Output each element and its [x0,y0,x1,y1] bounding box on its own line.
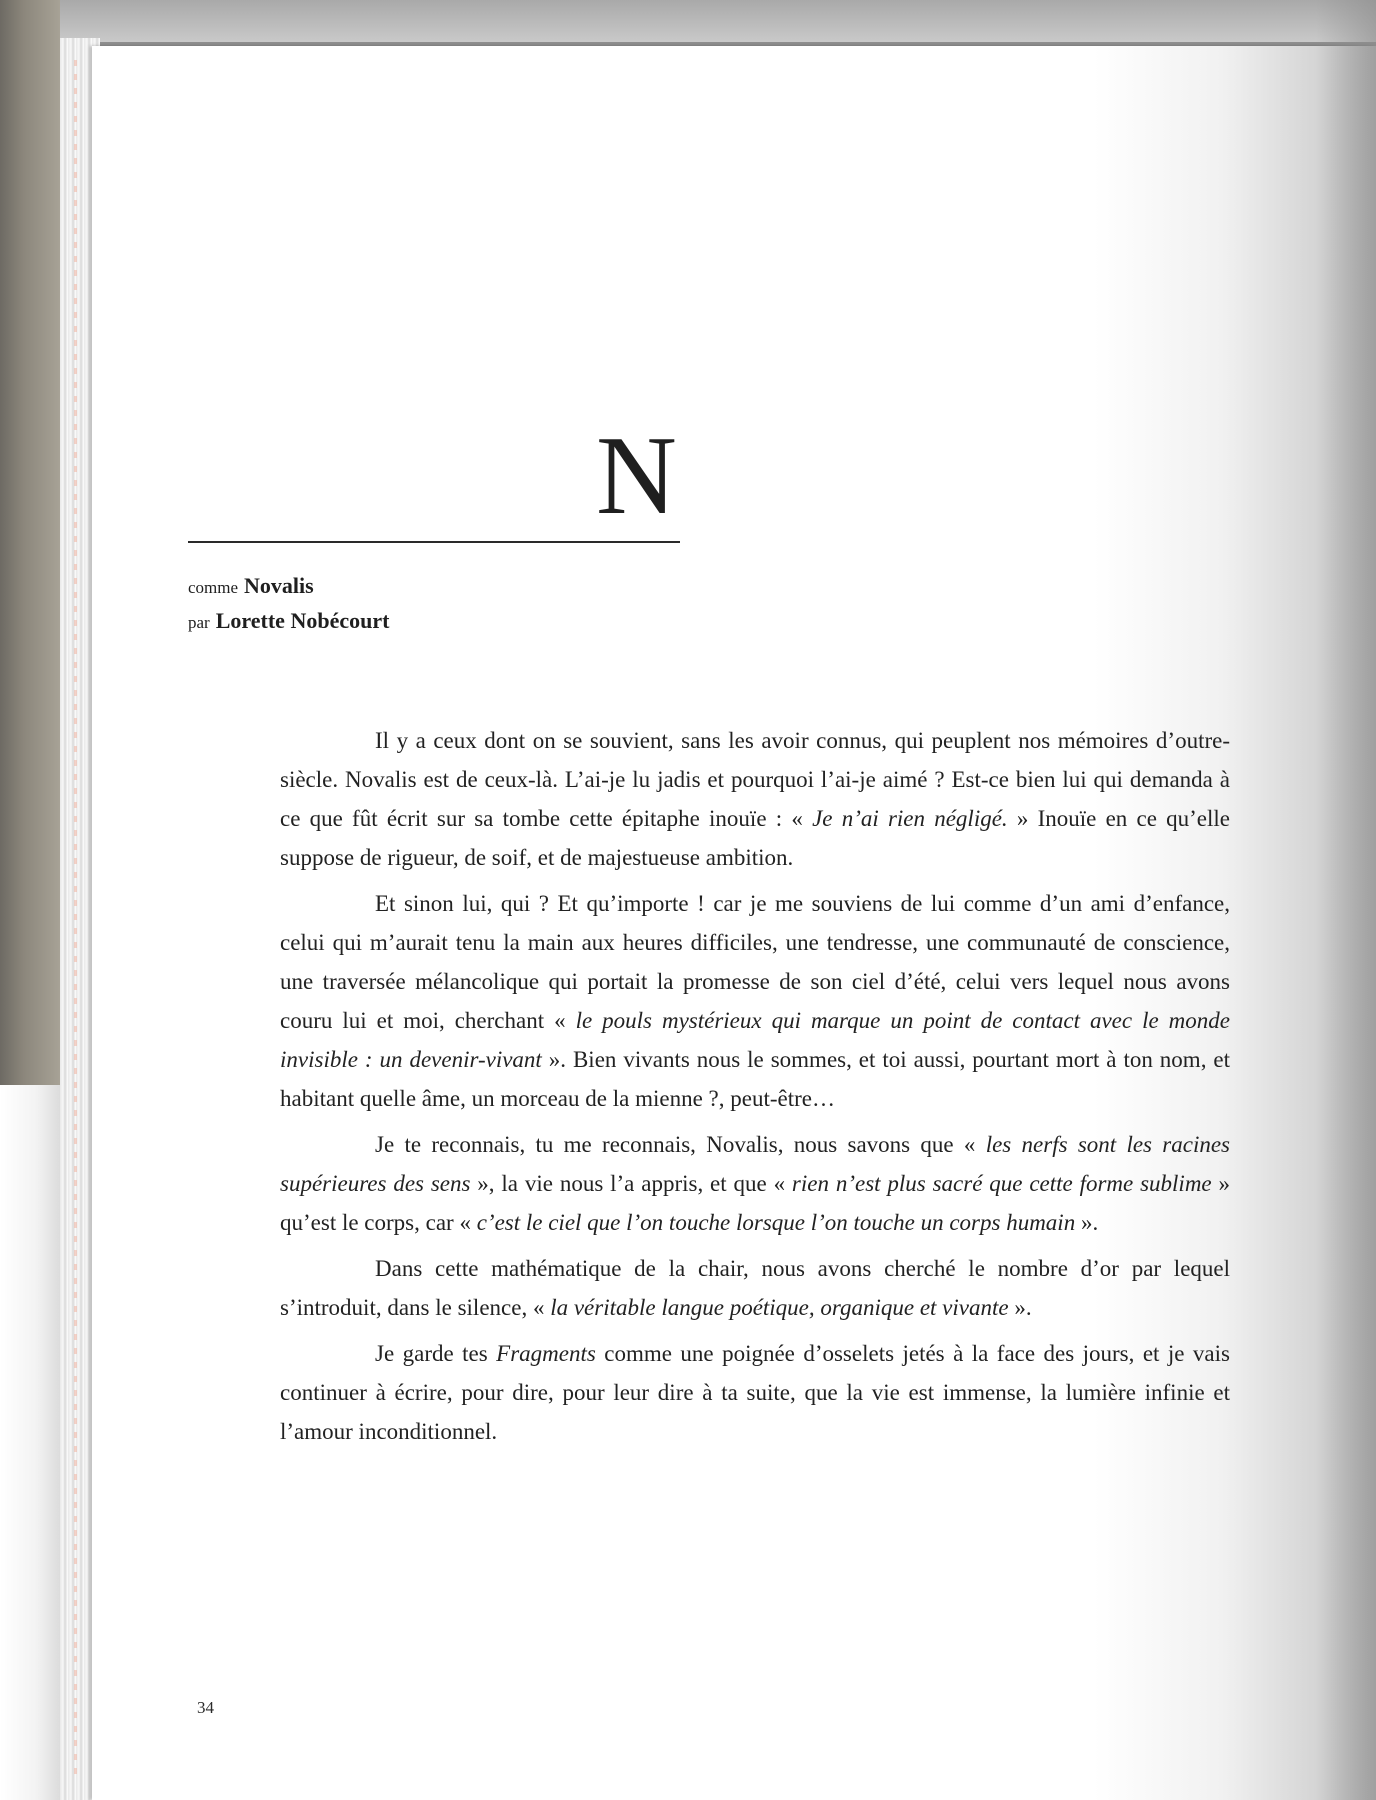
body-paragraph [280,1249,1230,1327]
paragraph-text: ». [1075,1210,1099,1235]
author-line [188,608,389,634]
page-number: 34 [197,1698,214,1717]
title-rule [188,541,680,543]
paragraph-text: comme une poignée d’osselets jetés à la face des jours, et je vais continuer à écrire, pour dire, pour leur dire à ta suite, que la vie est immense, la lumière infinie et l’amour inconditionnel. [280,1341,1230,1444]
quoted-italic-text: le pouls mystérieux qui marque un point de contact avec le monde invisible : un devenir-vivant [280,1008,1230,1072]
paragraph-text: Je te reconnais, tu me reconnais, Novalis, nous savons que « [375,1132,986,1157]
paragraph-text: Dans cette mathématique de la chair, nous avons cherché le nombre d’or par lequel s’introduit, dans le silence, « [280,1256,1230,1320]
body-paragraph [280,884,1230,1118]
subject-line [188,573,314,599]
body-text [280,721,1230,1458]
paragraph-text: Il y a ceux dont on se souvient, sans les avoir connus, qui peuplent nos mémoires d’outre-siècle. Novalis est de ceux-là. L’ai-je lu jadis et pourquoi l’ai-je aimé ? Est-ce bien lui qui demanda à ce que fût écrit sur sa tombe cette épitaphe inouïe : « [280,728,1230,831]
binding-shadow [1316,0,1376,1800]
paragraph-text: ». Bien vivants nous le sommes, et toi aussi, pourtant mort à ton nom, et habitant quelle âme, un morceau de la mienne ?, peut-être… [280,1047,1230,1111]
subject-name: Novalis [244,573,314,598]
paragraph-text: ». [1008,1295,1032,1320]
comme-label: comme [188,578,239,597]
par-label: par [188,613,210,632]
paragraph-text: » qu’est le corps, car « [280,1171,1231,1235]
quoted-italic-text: Fragments [496,1341,596,1366]
scanner-background-top [0,0,1376,42]
quoted-italic-text: la véritable langue poétique, organique et vivante [550,1295,1009,1320]
body-paragraph [280,1334,1230,1451]
paragraph-text: Je garde tes [375,1341,497,1366]
quoted-italic-text: c’est le ciel que l’on touche lorsque l’on touche un corps humain [476,1210,1076,1235]
paragraph-text: Et sinon lui, qui ? Et qu’importe ! car je me souviens de lui comme d’un ami d’enfance, celui qui m’aurait tenu la main aux heures difficiles, une tendresse, une communauté de conscience, une traversée mélancolique qui portait la promesse de son ciel d’été, celui vers lequel nous avons couru lui et moi, cherchant « [280,891,1230,1033]
quoted-italic-text: rien n’est plus sacré que cette forme sublime [791,1171,1212,1196]
quoted-italic-text: les nerfs sont les racines supérieures des sens [280,1132,1230,1196]
quoted-italic-text: Je n’ai rien négligé. [812,806,1008,831]
scanner-background-left-lower [0,1085,60,1800]
page-stack-accent [74,60,77,1780]
paragraph-text: » Inouïe en ce qu’elle suppose de rigueur, de soif, et de majestueuse ambition. [280,806,1230,870]
body-paragraph [280,721,1230,877]
author-name: Lorette Nobécourt [215,608,390,633]
body-paragraph [280,1125,1230,1242]
chapter-letter: N [596,414,677,538]
paragraph-text: », la vie nous l’a appris, et que « [470,1171,792,1196]
